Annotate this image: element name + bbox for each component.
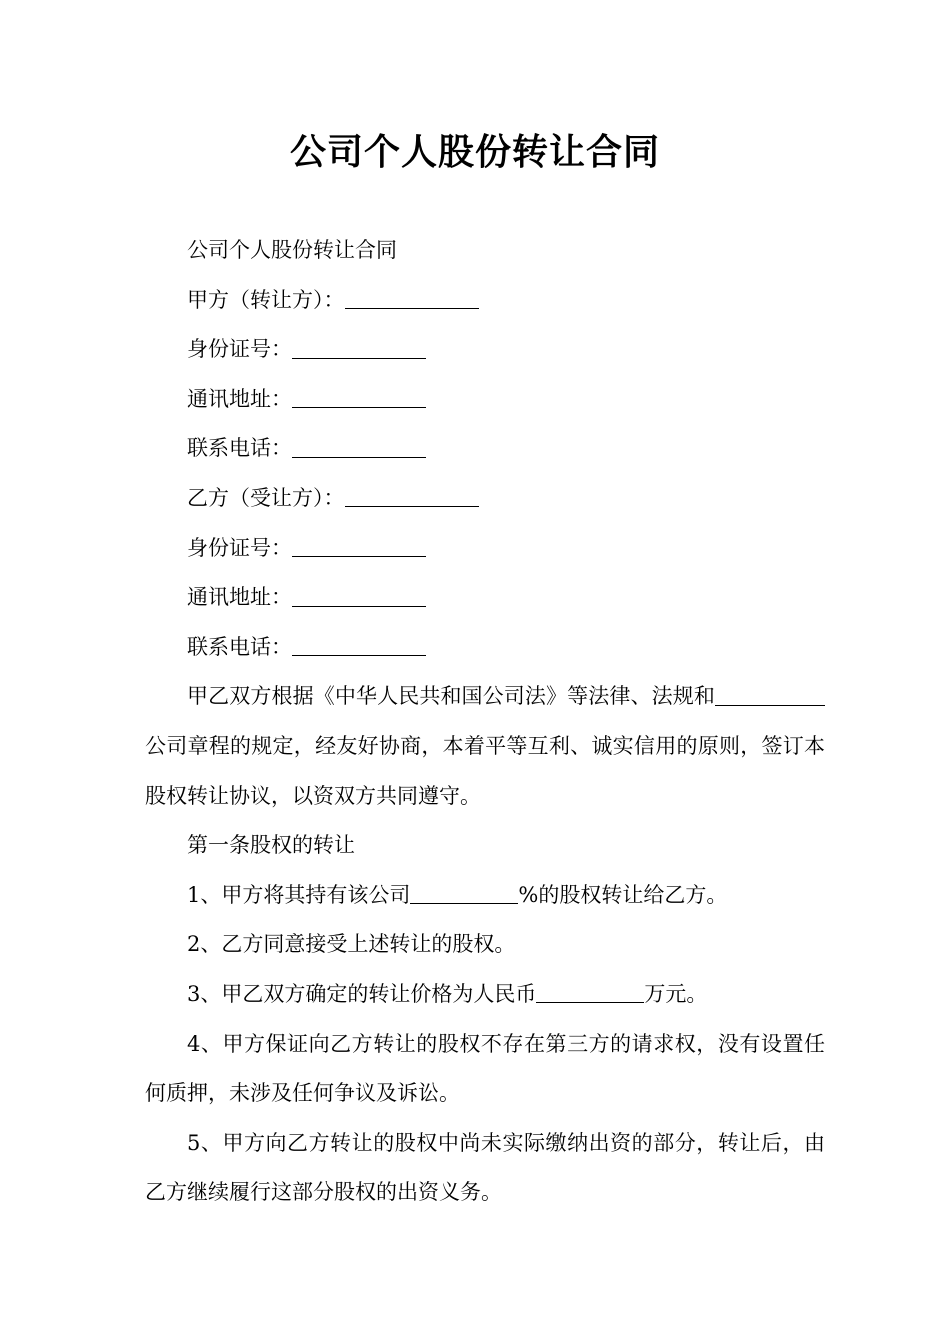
document-body (145, 226, 825, 1218)
price-blank (536, 980, 644, 1003)
party-b-name-line (145, 474, 825, 524)
item3-before: 3、甲乙双方确定的转让价格为人民币 (187, 981, 537, 1006)
item1-before: 1、甲方将其持有该公司 (187, 882, 411, 907)
party-a-name-blank (345, 286, 479, 309)
party-a-id-line (145, 325, 825, 375)
preamble-paragraph (145, 672, 825, 821)
preamble-part2: 公司章程的规定，经友好协商，本着平等互利、诚实信用的原则，签订本股权转让协议，以资双方共同遵守。 (145, 733, 825, 808)
party-a-phone-line (145, 424, 825, 474)
party-b-address-line (145, 573, 825, 623)
item5-text: 5、甲方向乙方转让的股权中尚未实际缴纳出资的部分，转让后，由乙方继续履行这部分股权的出资义务。 (145, 1130, 825, 1205)
party-b-name-blank (345, 484, 479, 507)
party-a-phone-blank (292, 435, 426, 458)
party-a-id-blank (292, 336, 426, 359)
preamble-blank-2 (771, 683, 825, 706)
party-b-id-blank (292, 534, 426, 557)
party-b-label: 乙方（受让方）： (187, 485, 345, 510)
item3-after: 万元。 (644, 981, 708, 1006)
party-b-id-label: 身份证号： (187, 535, 292, 560)
party-a-id-label: 身份证号： (187, 337, 292, 362)
article1-heading (145, 821, 825, 871)
article1-heading-text: 第一条股权的转让 (187, 833, 355, 858)
article1-item1 (145, 871, 825, 921)
party-b-phone-blank (292, 633, 426, 656)
party-a-address-blank (292, 385, 426, 408)
item1-after: %的股权转让给乙方。 (518, 882, 728, 907)
item4-text: 4、甲方保证向乙方转让的股权不存在第三方的请求权，没有设置任何质押，未涉及任何争议及诉讼。 (145, 1031, 825, 1106)
preamble-blank-1 (715, 683, 771, 706)
subtitle-text: 公司个人股份转让合同 (187, 238, 397, 262)
party-a-phone-label: 联系电话： (187, 436, 292, 461)
article1-item3 (145, 970, 825, 1020)
party-a-name-line (145, 276, 825, 326)
party-b-id-line (145, 524, 825, 574)
party-b-address-blank (292, 584, 426, 607)
article1-item2 (145, 920, 825, 970)
party-b-phone-line (145, 623, 825, 673)
party-a-address-line (145, 375, 825, 425)
article1-item5 (145, 1119, 825, 1218)
party-a-label: 甲方（转让方）： (187, 287, 345, 312)
article1-item4 (145, 1020, 825, 1119)
party-b-phone-label: 联系电话： (187, 634, 292, 659)
document-title: 公司个人股份转让合同 (289, 132, 660, 173)
preamble-part1: 甲乙双方根据《中华人民共和国公司法》等法律、法规和 (187, 684, 715, 709)
party-b-address-label: 通讯地址： (187, 585, 292, 610)
contract-subtitle (145, 226, 825, 276)
item2-text: 2、乙方同意接受上述转让的股权。 (187, 932, 516, 957)
party-a-address-label: 通讯地址： (187, 386, 292, 411)
share-percent-blank (410, 881, 518, 904)
